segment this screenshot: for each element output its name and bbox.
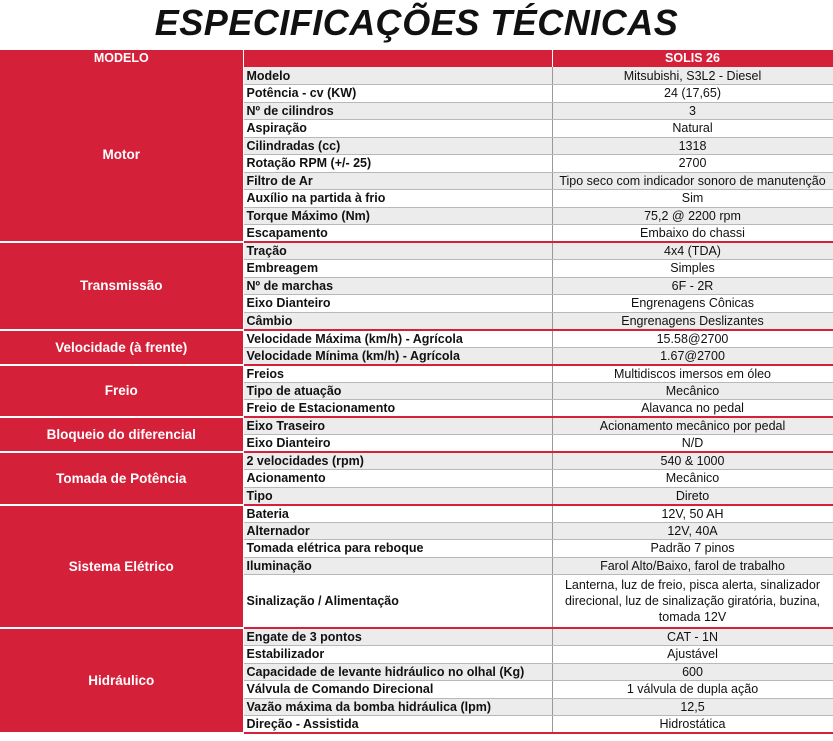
table-row bbox=[0, 365, 833, 383]
spec-value: 2700 bbox=[552, 155, 833, 173]
spec-label: Torque Máximo (Nm) bbox=[243, 207, 552, 225]
spec-value: 4x4 (TDA) bbox=[552, 242, 833, 260]
spec-value: Multidiscos imersos em óleo bbox=[552, 365, 833, 383]
spec-value: 1318 bbox=[552, 137, 833, 155]
header-spec bbox=[243, 50, 552, 67]
header-product: SOLIS 26 bbox=[552, 50, 833, 67]
spec-label: Nº de cilindros bbox=[243, 102, 552, 120]
spec-label: Câmbio bbox=[243, 312, 552, 330]
spec-label: Acionamento bbox=[243, 470, 552, 488]
spec-value: Engrenagens Deslizantes bbox=[552, 312, 833, 330]
table-row bbox=[0, 628, 833, 646]
spec-value: Direto bbox=[552, 487, 833, 505]
spec-label: Freio de Estacionamento bbox=[243, 400, 552, 418]
spec-value: Mecânico bbox=[552, 470, 833, 488]
spec-label: Cilindradas (cc) bbox=[243, 137, 552, 155]
spec-label: Vazão máxima da bomba hidráulica (lpm) bbox=[243, 698, 552, 716]
spec-label: Direção - Assistida bbox=[243, 716, 552, 734]
table-row bbox=[0, 67, 833, 85]
spec-value: 1.67@2700 bbox=[552, 347, 833, 365]
spec-label: Iluminação bbox=[243, 557, 552, 575]
spec-value: Embaixo do chassi bbox=[552, 225, 833, 243]
spec-value: 12,5 bbox=[552, 698, 833, 716]
spec-label: Tipo bbox=[243, 487, 552, 505]
spec-value: 1 válvula de dupla ação bbox=[552, 681, 833, 699]
spec-label: Eixo Dianteiro bbox=[243, 435, 552, 453]
spec-value: CAT - 1N bbox=[552, 628, 833, 646]
spec-value: 3 bbox=[552, 102, 833, 120]
spec-value: Mecânico bbox=[552, 382, 833, 400]
spec-label: Embreagem bbox=[243, 260, 552, 278]
section-label: Sistema Elétrico bbox=[0, 505, 243, 629]
spec-label: Eixo Traseiro bbox=[243, 417, 552, 435]
spec-value: 75,2 @ 2200 rpm bbox=[552, 207, 833, 225]
spec-label: Modelo bbox=[243, 67, 552, 85]
spec-value: 15.58@2700 bbox=[552, 330, 833, 348]
table-row bbox=[0, 242, 833, 260]
spec-value: 6F - 2R bbox=[552, 277, 833, 295]
spec-label: Válvula de Comando Direcional bbox=[243, 681, 552, 699]
spec-label: Escapamento bbox=[243, 225, 552, 243]
page-title: ESPECIFICAÇÕES TÉCNICAS bbox=[154, 2, 679, 43]
spec-value: Padrão 7 pinos bbox=[552, 540, 833, 558]
table-row bbox=[0, 417, 833, 435]
spec-value: Mitsubishi, S3L2 - Diesel bbox=[552, 67, 833, 85]
spec-value: Sim bbox=[552, 190, 833, 208]
section-label: Freio bbox=[0, 365, 243, 418]
spec-label: Rotação RPM (+/- 25) bbox=[243, 155, 552, 173]
spec-value: 600 bbox=[552, 663, 833, 681]
spec-label: Eixo Dianteiro bbox=[243, 295, 552, 313]
table-header-row bbox=[0, 50, 833, 67]
spec-table bbox=[0, 50, 833, 734]
spec-label: Tipo de atuação bbox=[243, 382, 552, 400]
spec-label: Freios bbox=[243, 365, 552, 383]
section-label: Bloqueio do diferencial bbox=[0, 417, 243, 452]
section-label: Motor bbox=[0, 67, 243, 242]
spec-value: Hidrostática bbox=[552, 716, 833, 734]
header-model: MODELO bbox=[0, 50, 243, 67]
table-row bbox=[0, 330, 833, 348]
spec-value: Ajustável bbox=[552, 646, 833, 664]
spec-label: Engate de 3 pontos bbox=[243, 628, 552, 646]
spec-label: Velocidade Mínima (km/h) - Agrícola bbox=[243, 347, 552, 365]
spec-label: Capacidade de levante hidráulico no olhal (Kg) bbox=[243, 663, 552, 681]
spec-label: Sinalização / Alimentação bbox=[243, 575, 552, 629]
spec-label: Nº de marchas bbox=[243, 277, 552, 295]
spec-value: N/D bbox=[552, 435, 833, 453]
spec-label: 2 velocidades (rpm) bbox=[243, 452, 552, 470]
spec-label: Tração bbox=[243, 242, 552, 260]
table-row bbox=[0, 452, 833, 470]
spec-value: Acionamento mecânico por pedal bbox=[552, 417, 833, 435]
spec-value: Natural bbox=[552, 120, 833, 138]
spec-label: Filtro de Ar bbox=[243, 172, 552, 190]
spec-value: 12V, 40A bbox=[552, 522, 833, 540]
spec-label: Tomada elétrica para reboque bbox=[243, 540, 552, 558]
spec-value: Tipo seco com indicador sonoro de manutenção bbox=[552, 172, 833, 190]
spec-label: Alternador bbox=[243, 522, 552, 540]
spec-label: Bateria bbox=[243, 505, 552, 523]
spec-value: Engrenagens Cônicas bbox=[552, 295, 833, 313]
section-label: Tomada de Potência bbox=[0, 452, 243, 505]
spec-value: Alavanca no pedal bbox=[552, 400, 833, 418]
spec-label: Velocidade Máxima (km/h) - Agrícola bbox=[243, 330, 552, 348]
spec-label: Auxílio na partida à frio bbox=[243, 190, 552, 208]
spec-label: Aspiração bbox=[243, 120, 552, 138]
spec-value: Lanterna, luz de freio, pisca alerta, sinalizador direcional, luz de sinalização giratória, buzina, tomada 12V bbox=[552, 575, 833, 629]
spec-value: 12V, 50 AH bbox=[552, 505, 833, 523]
spec-value: 24 (17,65) bbox=[552, 85, 833, 103]
section-label: Transmissão bbox=[0, 242, 243, 330]
spec-label: Estabilizador bbox=[243, 646, 552, 664]
spec-label: Potência - cv (KW) bbox=[243, 85, 552, 103]
spec-value: 540 & 1000 bbox=[552, 452, 833, 470]
section-label: Velocidade (à frente) bbox=[0, 330, 243, 365]
spec-body bbox=[0, 67, 833, 733]
section-label: Hidráulico bbox=[0, 628, 243, 733]
table-row bbox=[0, 505, 833, 523]
spec-value: Farol Alto/Baixo, farol de trabalho bbox=[552, 557, 833, 575]
spec-value: Simples bbox=[552, 260, 833, 278]
